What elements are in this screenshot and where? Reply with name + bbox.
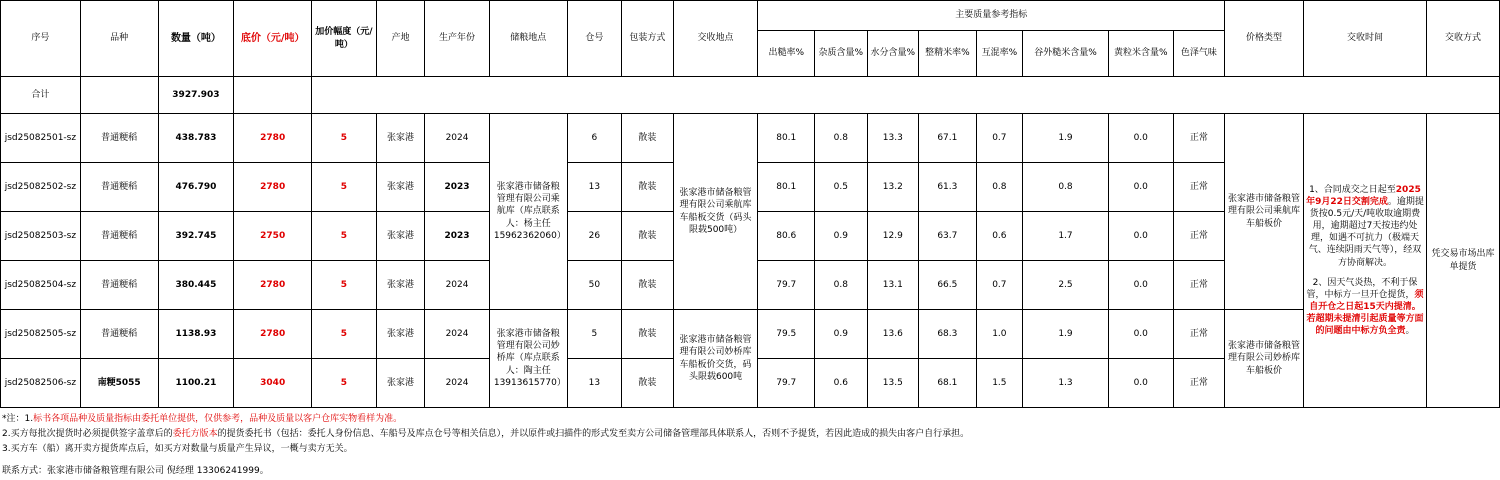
header-quality-2: 水分含量% <box>867 31 919 77</box>
quality-value-7: 正常 <box>1173 163 1225 212</box>
note-2 <box>2 427 1498 442</box>
quality-value-4: 0.7 <box>976 114 1022 163</box>
table-row <box>1 310 1500 359</box>
variety: 普通粳稻 <box>80 261 158 310</box>
increment: 5 <box>312 212 377 261</box>
quality-value-0: 79.7 <box>758 359 815 408</box>
bin-number: 5 <box>567 310 622 359</box>
bin-number: 6 <box>567 114 622 163</box>
header-packaging: 包装方式 <box>622 1 674 77</box>
quality-value-6: 0.0 <box>1108 114 1173 163</box>
quality-value-6: 0.0 <box>1108 212 1173 261</box>
bin-number: 26 <box>567 212 622 261</box>
header-quality-6: 黄粒米含量% <box>1108 31 1173 77</box>
quality-value-6: 0.0 <box>1108 359 1173 408</box>
floor-price: 3040 <box>234 359 312 408</box>
quality-value-4: 0.6 <box>976 212 1022 261</box>
total-qty: 3927.903 <box>158 77 234 114</box>
production-year: 2023 <box>425 163 490 212</box>
note-2-b: 的提货委托书（包括：委托人身份信息、车船号及库点仓号等相关信息），并以原件或扫描件的形式发至卖方公司储备管理部具体联系人，否则不予提货，若因此造成的损失由客户自行承担。 <box>217 429 970 439</box>
note-1-prefix: *注：1. <box>2 414 34 424</box>
quality-value-7: 正常 <box>1173 212 1225 261</box>
notes-section <box>0 408 1500 457</box>
total-filler <box>312 77 1500 114</box>
total-label: 合计 <box>1 77 81 114</box>
production-year: 2024 <box>425 359 490 408</box>
packaging: 散装 <box>622 310 674 359</box>
packaging: 散装 <box>622 163 674 212</box>
header-origin: 产地 <box>376 1 424 77</box>
quality-value-2: 13.2 <box>867 163 919 212</box>
header-seq: 序号 <box>1 1 81 77</box>
quality-value-7: 正常 <box>1173 310 1225 359</box>
quality-value-4: 0.7 <box>976 261 1022 310</box>
time-p1-red: 2025年9月22日交割完成 <box>1306 184 1421 207</box>
quality-value-5: 1.7 <box>1023 212 1109 261</box>
header-floor-price: 底价（元/吨） <box>234 1 312 77</box>
variety: 普通粳稻 <box>80 163 158 212</box>
quality-value-5: 1.9 <box>1023 114 1109 163</box>
increment: 5 <box>312 310 377 359</box>
time-p2-a: 2、因天气炎热，不利于保管，中标方一旦开仓提货， <box>1306 277 1418 300</box>
delivery-place: 张家港市储备粮管理有限公司妙桥库车船板价交货，码头限载600吨 <box>673 310 758 408</box>
quantity: 1100.21 <box>158 359 234 408</box>
quality-value-6: 0.0 <box>1108 310 1173 359</box>
time-p1-b: 。逾期提货按0.5元/天/吨收取逾期费用，逾期超过7天按违约处理，如遇不可抗力（极端天气、连续阴雨天气等），经双方协商解决。 <box>1308 196 1424 268</box>
quality-value-0: 79.7 <box>758 261 815 310</box>
header-quality-3: 整精米率% <box>919 31 977 77</box>
quality-value-7: 正常 <box>1173 261 1225 310</box>
lot-id: jsd25082505-sz <box>1 310 81 359</box>
quantity: 380.445 <box>158 261 234 310</box>
packaging: 散装 <box>622 359 674 408</box>
packaging: 散装 <box>622 261 674 310</box>
variety: 普通粳稻 <box>80 114 158 163</box>
bin-number: 50 <box>567 261 622 310</box>
variety: 普通粳稻 <box>80 212 158 261</box>
contact-line: 联系方式：张家港市储备粮管理有限公司 倪经理 13306241999。 <box>2 466 269 476</box>
quality-value-5: 1.3 <box>1023 359 1109 408</box>
quality-value-0: 79.5 <box>758 310 815 359</box>
production-year: 2024 <box>425 114 490 163</box>
quality-value-0: 80.1 <box>758 163 815 212</box>
quality-value-5: 2.5 <box>1023 261 1109 310</box>
quality-value-5: 1.9 <box>1023 310 1109 359</box>
delivery-time-p1 <box>1306 184 1424 269</box>
floor-price: 2780 <box>234 114 312 163</box>
time-p2-b: 。 <box>1405 326 1415 337</box>
quality-value-4: 1.0 <box>976 310 1022 359</box>
packaging: 散装 <box>622 114 674 163</box>
lot-id: jsd25082502-sz <box>1 163 81 212</box>
delivery-place: 张家港市储备粮管理有限公司乘航库车船板交货（码头限载500吨） <box>673 114 758 310</box>
header-increment: 加价幅度（元/吨） <box>312 1 377 77</box>
quality-value-1: 0.8 <box>815 261 868 310</box>
quality-value-3: 68.1 <box>919 359 977 408</box>
lot-id: jsd25082504-sz <box>1 261 81 310</box>
quality-value-2: 13.3 <box>867 114 919 163</box>
header-price-type: 价格类型 <box>1225 1 1304 77</box>
origin: 张家港 <box>376 114 424 163</box>
origin: 张家港 <box>376 359 424 408</box>
total-price-empty <box>234 77 312 114</box>
quality-value-1: 0.5 <box>815 163 868 212</box>
header-quality-4: 互混率% <box>976 31 1022 77</box>
quality-value-2: 12.9 <box>867 212 919 261</box>
table-row <box>1 114 1500 163</box>
quality-value-2: 13.1 <box>867 261 919 310</box>
quality-value-2: 13.5 <box>867 359 919 408</box>
floor-price: 2780 <box>234 310 312 359</box>
quality-value-7: 正常 <box>1173 114 1225 163</box>
note-2-red: 委托方版本 <box>172 429 218 439</box>
variety: 南粳5055 <box>80 359 158 408</box>
storage-location: 张家港市储备粮管理有限公司妙桥库（库点联系人：陶主任13913615770） <box>489 310 567 408</box>
quality-value-3: 63.7 <box>919 212 977 261</box>
origin: 张家港 <box>376 212 424 261</box>
origin: 张家港 <box>376 310 424 359</box>
increment: 5 <box>312 163 377 212</box>
delivery-time <box>1303 114 1426 408</box>
delivery-method: 凭交易市场出库单提货 <box>1427 114 1500 408</box>
floor-price: 2780 <box>234 261 312 310</box>
quality-value-2: 13.6 <box>867 310 919 359</box>
header-qty: 数量（吨） <box>158 1 234 77</box>
floor-price: 2780 <box>234 163 312 212</box>
bin-number: 13 <box>567 359 622 408</box>
quality-value-0: 80.1 <box>758 114 815 163</box>
price-type: 张家港市储备粮管理有限公司妙桥库车船板价 <box>1225 310 1304 408</box>
time-p2-red: 须自开仓之日起15天内提清。若超期未提清引起质量等方面的问题由中标方负全责 <box>1306 289 1424 337</box>
quality-value-6: 0.0 <box>1108 163 1173 212</box>
quantity: 1138.93 <box>158 310 234 359</box>
header-bin: 仓号 <box>567 1 622 77</box>
increment: 5 <box>312 359 377 408</box>
header-quality-7: 色泽气味 <box>1173 31 1225 77</box>
quantity: 392.745 <box>158 212 234 261</box>
note-1-red: 标书各项品种及质量指标由委托单位提供，仅供参考，品种及质量以客户仓库实物看样为准。 <box>33 414 403 424</box>
time-p1-a: 1、合同成交之日起至 <box>1309 184 1396 195</box>
production-year: 2024 <box>425 310 490 359</box>
header-quality-5: 谷外糙米含量% <box>1023 31 1109 77</box>
quality-value-3: 66.5 <box>919 261 977 310</box>
lot-id: jsd25082506-sz <box>1 359 81 408</box>
lot-id: jsd25082503-sz <box>1 212 81 261</box>
total-variety-empty <box>80 77 158 114</box>
header-quality-0: 出糙率% <box>758 31 815 77</box>
floor-price: 2750 <box>234 212 312 261</box>
quality-value-3: 61.3 <box>919 163 977 212</box>
price-type: 张家港市储备粮管理有限公司乘航库车船板价 <box>1225 114 1304 310</box>
increment: 5 <box>312 114 377 163</box>
bin-number: 13 <box>567 163 622 212</box>
note-1 <box>2 412 1498 427</box>
production-year: 2023 <box>425 212 490 261</box>
quality-value-1: 0.8 <box>815 114 868 163</box>
header-delivery-method: 交收方式 <box>1427 1 1500 77</box>
quality-value-1: 0.6 <box>815 359 868 408</box>
quality-value-0: 80.6 <box>758 212 815 261</box>
quality-value-4: 1.5 <box>976 359 1022 408</box>
quality-value-5: 0.8 <box>1023 163 1109 212</box>
note-2-a: 2.买方每批次提货时必须提供签字盖章后的 <box>2 429 173 439</box>
delivery-time-p2 <box>1306 277 1424 338</box>
header-quality-group: 主要质量参考指标 <box>758 1 1225 31</box>
header-storage: 储粮地点 <box>489 1 567 77</box>
quality-value-6: 0.0 <box>1108 261 1173 310</box>
lot-id: jsd25082501-sz <box>1 114 81 163</box>
origin: 张家港 <box>376 261 424 310</box>
packaging: 散装 <box>622 212 674 261</box>
variety: 普通粳稻 <box>80 310 158 359</box>
header-quality-1: 杂质含量% <box>815 31 868 77</box>
quality-value-7: 正常 <box>1173 359 1225 408</box>
increment: 5 <box>312 261 377 310</box>
production-year: 2024 <box>425 261 490 310</box>
quality-value-1: 0.9 <box>815 310 868 359</box>
header-variety: 品种 <box>80 1 158 77</box>
header-year: 生产年份 <box>425 1 490 77</box>
note-3: 3.买方车（船）离开卖方提货库点后，如买方对数量与质量产生异议，一概与卖方无关。 <box>2 444 353 454</box>
quality-value-3: 67.1 <box>919 114 977 163</box>
header-delivery-time: 交收时间 <box>1303 1 1426 77</box>
quality-value-1: 0.9 <box>815 212 868 261</box>
quality-value-4: 0.8 <box>976 163 1022 212</box>
quality-value-3: 68.3 <box>919 310 977 359</box>
storage-location: 张家港市储备粮管理有限公司乘航库（库点联系人：杨主任15962362060） <box>489 114 567 310</box>
origin: 张家港 <box>376 163 424 212</box>
header-delivery-place: 交收地点 <box>673 1 758 77</box>
quantity: 438.783 <box>158 114 234 163</box>
quantity: 476.790 <box>158 163 234 212</box>
